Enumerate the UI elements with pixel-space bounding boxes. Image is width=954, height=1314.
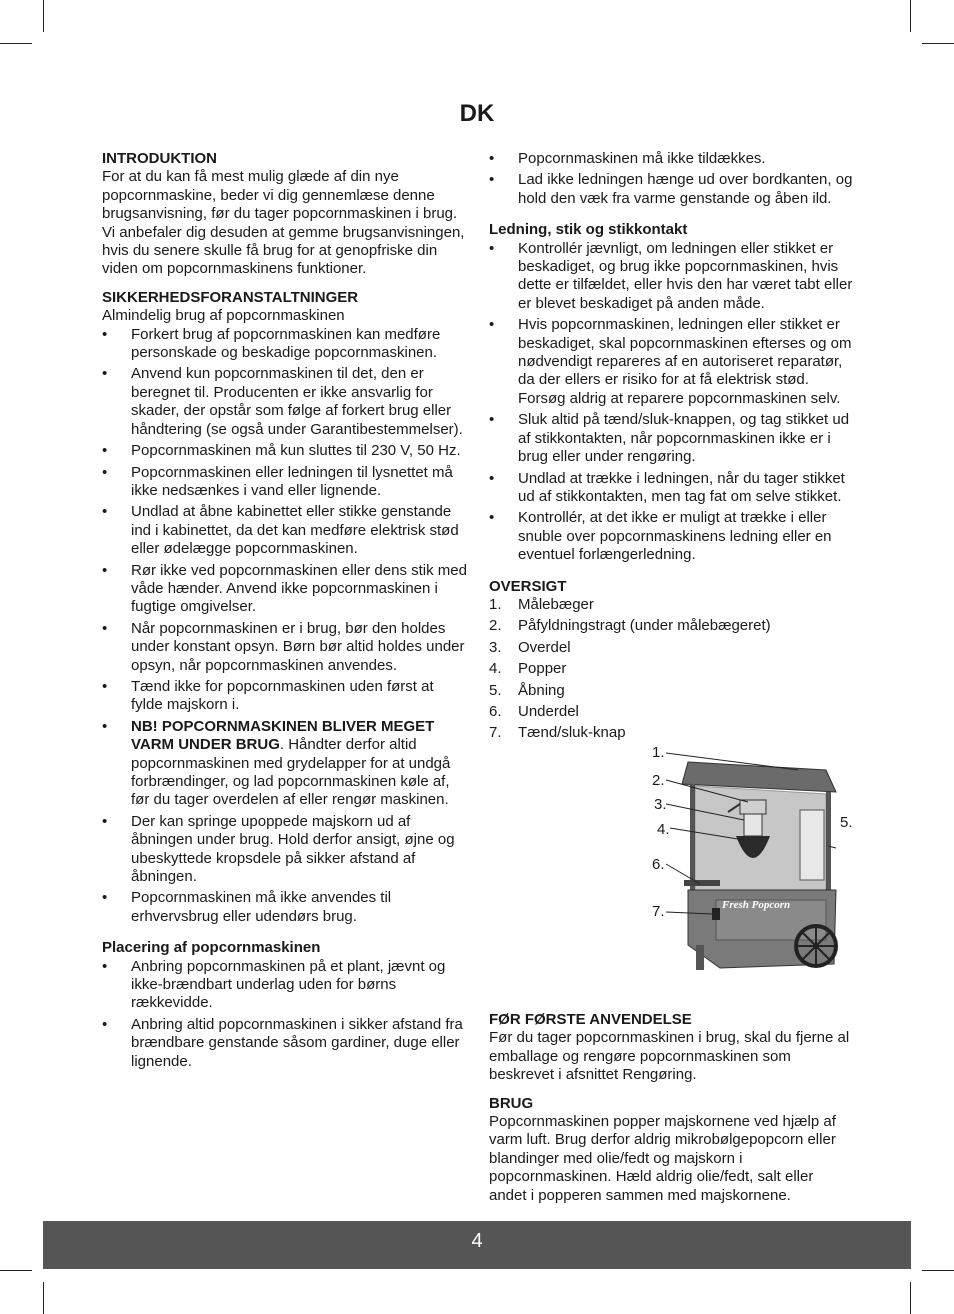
popcorn-cart-diagram	[648, 740, 866, 980]
right-column	[489, 150, 855, 746]
placement-list	[102, 958, 468, 1071]
callout-6: 6.	[652, 856, 665, 873]
list-item: • Undlad at trække i ledningen, når du tager stikket ud af stikkontakten, men tag fat om selve stikket.	[489, 470, 855, 507]
list-item: • Rør ikke ved popcornmaskinen eller dens stik med våde hænder. Anvend ikke popcornmaskinen i fugtige omgivelser.	[102, 562, 468, 617]
use-heading: BRUG	[489, 1094, 534, 1112]
item-number: 2.	[489, 617, 502, 635]
list-item: • Hvis popcornmaskinen, ledningen eller stikket er beskadiget, skal popcornmaskinen efterses og om nødvendigt repareres af en autoriseret reparatør, da der ellers er risiko for at få elektrisk stød. Forsøg aldrig at reparere popcornmaskinen selv.	[489, 316, 855, 408]
overview-list	[489, 596, 855, 743]
crop-mark	[910, 0, 911, 32]
crop-mark	[0, 1270, 32, 1271]
list-item: • Anbring altid popcornmaskinen i sikker afstand fra brændbare genstande såsom gardiner, duge eller lignende.	[102, 1016, 468, 1071]
item-label: Påfyldningstragt (under målebægeret)	[518, 617, 771, 635]
right-column-lower	[489, 1011, 855, 1205]
callout-5: 5.	[840, 814, 853, 831]
warning-rest: . Håndter derfor altid popcornmaskinen med grydelapper for at undgå forbrændinger, og lad popcornmaskinen køle af, før du tager overdelen af eller rengør maskinen.	[131, 736, 451, 809]
crop-mark	[922, 43, 954, 44]
crop-mark	[43, 0, 44, 32]
item-number: 3.	[489, 638, 502, 656]
item-number: 7.	[489, 724, 502, 742]
list-item: • Sluk altid på tænd/sluk-knappen, og tag stikket ud af stikkontakten, når popcornmaskinen ikke er i brug eller under rengøring.	[489, 411, 855, 466]
top-list	[489, 150, 855, 208]
list-item: • Popcornmaskinen må kun sluttes til 230 V, 50 Hz.	[102, 442, 468, 460]
callout-1: 1.	[652, 744, 665, 761]
item-label: Overdel	[518, 638, 571, 656]
overview-item	[489, 682, 855, 700]
warning-bold: NB! POPCORNMASKINEN BLIVER MEGET VARM UNDER BRUG	[131, 717, 435, 754]
use-text: Popcornmaskinen popper majskornene ved hjælp af varm luft. Brug derfor aldrig mikrobølgepopcorn eller blandinger med olie/fedt og majskorn i popcornmaskinen. Hæld aldrig olie/fedt, salt eller andet i popperen sammen med majskornene.	[489, 1113, 836, 1204]
popcorn-cart-illustration	[648, 740, 866, 980]
overview-item	[489, 660, 855, 678]
item-number: 5.	[489, 681, 502, 699]
list-item: • Der kan springe upoppede majskorn ud af åbningen under brug. Hold derfor ansigt, øjne og ubeskyttede kropsdele på sikker afstand af åbningen.	[102, 813, 468, 887]
list-item: • Kontrollér jævnligt, om ledningen eller stikket er beskadiget, og brug ikke popcornmaskinen, hvis dette er tilfældet, eller hvis den har været tabt eller er blevet beskadiget på anden måde.	[489, 240, 855, 314]
item-label: Åbning	[518, 681, 565, 699]
item-label: Underdel	[518, 702, 579, 720]
list-item: • Anvend kun popcornmaskinen til det, den er beregnet til. Producenten er ikke ansvarlig for skader, der opstår som følge af forkert brug eller håndtering (se også under Garantibestemmelser).	[102, 365, 468, 439]
left-column	[102, 150, 468, 1074]
cord-list	[489, 240, 855, 565]
callout-2: 2.	[652, 772, 665, 789]
list-item: • Tænd ikke for popcornmaskinen uden først at fylde majskorn i.	[102, 678, 468, 715]
crop-mark	[43, 1282, 44, 1314]
first-use-text: Før du tager popcornmaskinen i brug, skal du fjerne al emballage og rengøre popcornmaskinen som beskrevet i afsnittet Rengøring.	[489, 1029, 850, 1084]
list-item: • Når popcornmaskinen er i brug, bør den holdes under konstant opsyn. Børn bør altid holdes under opsyn, når popcornmaskinen anvendes.	[102, 620, 468, 675]
overview-item	[489, 703, 855, 721]
overview-heading: OVERSIGT	[489, 577, 567, 595]
safety-subtitle: Almindelig brug af popcornmaskinen	[102, 307, 345, 325]
item-number: 4.	[489, 660, 502, 678]
safety-list	[102, 326, 468, 927]
safety-heading: SIKKERHEDSFORANSTALTNINGER	[102, 288, 359, 306]
placement-heading: Placering af popcornmaskinen	[102, 939, 321, 957]
callout-7: 7.	[652, 903, 665, 920]
list-item: • Anbring popcornmaskinen på et plant, jævnt og ikke-brændbart underlag uden for børns rækkevidde.	[102, 958, 468, 1013]
crop-mark	[0, 43, 32, 44]
list-item-warning	[102, 718, 468, 810]
callout-3: 3.	[654, 796, 667, 813]
page-footer	[43, 1221, 911, 1269]
intro-heading: INTRODUKTION	[102, 150, 217, 167]
cord-heading: Ledning, stik og stikkontakt	[489, 221, 688, 239]
intro-text: For at du kan få mest mulig glæde af din nye popcornmaskine, beder vi dig gennemlæse denne brugsanvisning, før du tager popcornmaskinen i brug. Vi anbefaler dig desuden at gemme brugsanvisningen, hvis du senere skulle få brug for at genopfriske din viden om popcornmaskinens funktioner.	[102, 168, 465, 278]
overview-item	[489, 596, 855, 614]
item-number: 6.	[489, 702, 502, 720]
language-heading: DK	[459, 100, 495, 127]
overview-item	[489, 617, 855, 635]
list-item: • Popcornmaskinen eller ledningen til lysnettet må ikke nedsænkes i vand eller lignende.	[102, 464, 468, 501]
list-item: • Forkert brug af popcornmaskinen kan medføre personskade og beskadige popcornmaskinen.	[102, 326, 468, 363]
item-label: Popper	[518, 660, 567, 678]
item-label: Målebæger	[518, 595, 594, 613]
list-item: • Lad ikke ledningen hænge ud over bordkanten, og hold den væk fra varme genstande og åben ild.	[489, 171, 855, 208]
page-number: 4	[471, 1230, 483, 1252]
list-item: • Popcornmaskinen må ikke tildækkes.	[489, 150, 855, 168]
callout-4: 4.	[657, 821, 670, 838]
list-item: • Undlad at åbne kabinettet eller stikke genstande ind i kabinettet, da det kan medføre elektrisk stød eller ødelægge popcornmaskinen.	[102, 503, 468, 558]
list-item: • Kontrollér, at det ikke er muligt at trække i eller snuble over popcornmaskinens ledning eller en eventuel forlængerledning.	[489, 509, 855, 564]
crop-mark	[922, 1270, 954, 1271]
cart-sign-text: Fresh Popcorn	[722, 899, 791, 911]
item-label: Tænd/sluk-knap	[518, 724, 626, 742]
list-item: • Popcornmaskinen må ikke anvendes til erhvervsbrug eller udendørs brug.	[102, 889, 468, 926]
item-number: 1.	[489, 595, 502, 613]
overview-item	[489, 639, 855, 657]
first-use-heading: FØR FØRSTE ANVENDELSE	[489, 1011, 692, 1028]
crop-mark	[910, 1282, 911, 1314]
